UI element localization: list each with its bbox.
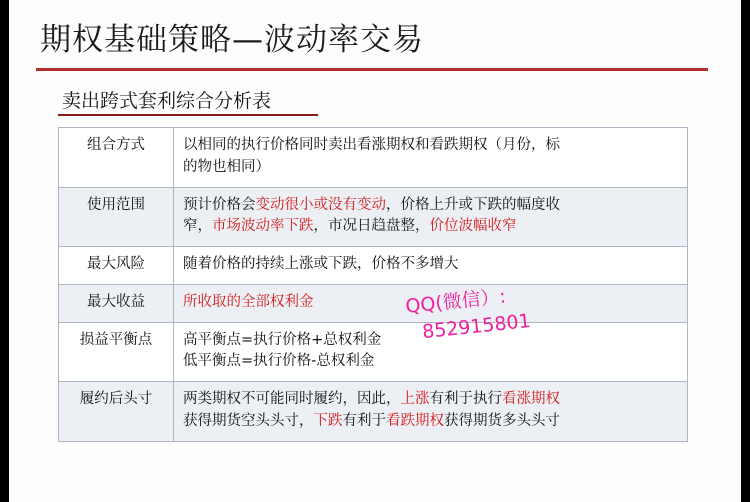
content-line: [183, 330, 678, 352]
table-row: [59, 128, 688, 188]
content-line: [183, 351, 678, 373]
content-line: [183, 216, 678, 238]
row-content: [174, 284, 688, 322]
content-line: [183, 157, 678, 179]
table-row: [59, 382, 688, 442]
highlight-text: 上涨: [400, 391, 430, 407]
letterbox-right: [741, 0, 750, 502]
highlight-text: 下跌: [313, 412, 343, 429]
body-text: 有利于: [342, 412, 386, 429]
table-row: [59, 187, 688, 247]
table-row: [59, 284, 688, 322]
body-text: 高平衡点=执行价格+总权利金: [183, 331, 382, 348]
subtitle-divider: [58, 114, 318, 116]
highlight-text: 市场波动率下跌: [212, 218, 314, 235]
table-row: [59, 322, 688, 382]
row-content: [174, 128, 688, 188]
highlight-text: 看跌期权: [386, 412, 444, 429]
section-subtitle: 卖出跨式套利综合分析表: [62, 90, 272, 112]
row-label: 使用范围: [59, 187, 174, 247]
row-content: [174, 247, 688, 285]
body-text: 预计价格会: [183, 196, 256, 213]
title-divider: [36, 68, 708, 71]
body-text: 以相同的执行价格同时卖出看涨期权和看跌期权（月份，标: [183, 137, 560, 153]
content-line: [183, 195, 678, 217]
highlight-text: 看涨期权: [502, 391, 560, 407]
row-content: [174, 187, 688, 247]
body-text: 窄，: [183, 218, 212, 235]
body-text: 随着价格的持续上涨或下跌，价格不多增大: [183, 256, 459, 272]
row-label: 最大风险: [59, 247, 174, 285]
row-label: 履约后头寸: [59, 382, 174, 442]
body-text: 低平衡点=执行价格-总权利金: [183, 353, 375, 370]
table-row: [59, 247, 688, 285]
analysis-table: [58, 127, 688, 442]
content-line: [183, 411, 678, 433]
content-line: [183, 389, 678, 411]
row-label: 最大收益: [59, 284, 174, 322]
letterbox-left: [0, 0, 9, 502]
row-content: [174, 322, 688, 382]
body-text: 有利于执行: [429, 391, 502, 407]
page-title: 期权基础策略—波动率交易: [40, 22, 424, 58]
watermark-line2: 852915801: [421, 309, 532, 344]
highlight-text: 所收取的全部权利金: [183, 293, 314, 310]
highlight-text: 价位波幅收窄: [429, 218, 517, 235]
content-line: [183, 135, 678, 157]
watermark-line1: QQ(微信）:: [404, 285, 507, 318]
row-label: 损益平衡点: [59, 322, 174, 382]
highlight-text: 变动很小或没有变动: [255, 196, 386, 213]
body-text: ，价格上升或下跌的幅度收: [386, 196, 560, 213]
body-text: 两类期权不可能同时履约，因此，: [183, 391, 401, 407]
body-text: ，市况日趋盘整，: [313, 218, 430, 235]
row-label: 组合方式: [59, 128, 174, 188]
content-line: [183, 292, 678, 314]
body-text: 获得期货多头头寸: [444, 412, 560, 429]
body-text: 的物也相同）: [183, 158, 270, 175]
row-content: [174, 382, 688, 442]
body-text: 获得期货空头头寸，: [183, 412, 314, 429]
content-line: [183, 254, 678, 276]
